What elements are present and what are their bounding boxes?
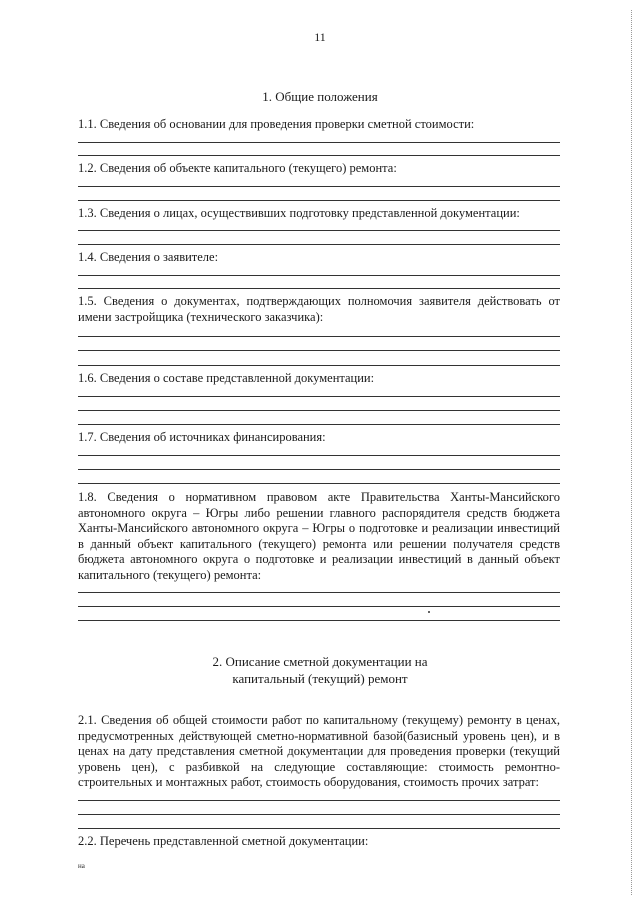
blank-line <box>78 244 560 245</box>
blank-line <box>78 469 560 470</box>
item-1-8: 1.8. Сведения о нормативном правовом акте Правительства Ханты-Мансийского автономного округа – Югры либо решении главного распорядителя средств бюджета Ханты-Мансийского автономного округа – Югры о подготовке и реализации инвестиций в данный объект капитального (текущего) ремонта или решении получателя средств бюджета автономного округа о подготовке и реализации инвестиций в данный объект капитального (текущего) ремонта: <box>78 490 560 582</box>
blank-line <box>78 606 560 607</box>
blank-line <box>78 275 560 276</box>
blank-line <box>78 455 560 456</box>
blank-line <box>78 230 560 231</box>
blank-line <box>78 396 560 397</box>
blank-line <box>78 483 560 484</box>
blank-line <box>78 365 560 366</box>
section-2-title-line-2: капитальный (текущий) ремонт <box>232 671 408 686</box>
blank-line <box>78 200 560 201</box>
item-1-4: 1.4. Сведения о заявителе: <box>78 250 219 264</box>
page-number: 11 <box>314 30 326 44</box>
blank-line <box>78 592 560 593</box>
blank-line <box>78 410 560 411</box>
blank-line <box>78 828 560 829</box>
item-1-2: 1.2. Сведения об объекте капитального (текущего) ремонта: <box>78 161 397 175</box>
blank-line <box>78 155 560 156</box>
item-1-7: 1.7. Сведения об источниках финансирования: <box>78 430 326 444</box>
section-1-title: 1. Общие положения <box>262 89 378 104</box>
blank-line <box>78 336 560 337</box>
blank-line <box>78 186 560 187</box>
blank-line <box>78 288 560 289</box>
item-1-3: 1.3. Сведения о лицах, осуществивших подготовку представленной документации: <box>78 206 520 220</box>
footer-mark: на <box>78 862 85 870</box>
item-1-1: 1.1. Сведения об основании для проведения проверки сметной стоимости: <box>78 117 475 131</box>
stray-mark <box>428 611 430 613</box>
item-1-5: 1.5. Сведения о документах, подтверждающих полномочия заявителя действовать от имени застройщика (технического заказчика): <box>78 294 560 324</box>
blank-line <box>78 424 560 425</box>
blank-line <box>78 142 560 143</box>
item-2-2: 2.2. Перечень представленной сметной документации: <box>78 834 369 848</box>
item-1-6: 1.6. Сведения о составе представленной документации: <box>78 371 375 385</box>
item-2-1: 2.1. Сведения об общей стоимости работ по капитальному (текущему) ремонту в ценах, предусмотренных действующей сметно-нормативной базой(базисный уровень цен), и в ценах на дату представления сметной документации для проведения проверки (текущий уровень цен), с разбивкой на следующие составляющие: стоимость ремонтно-строительных и монтажных работ, стоимость оборудования, стоимость прочих затрат: <box>78 713 560 789</box>
page-edge <box>631 10 632 895</box>
blank-line <box>78 350 560 351</box>
section-2-title-line-1: 2. Описание сметной документации на <box>212 654 428 669</box>
blank-line <box>78 814 560 815</box>
blank-line <box>78 800 560 801</box>
blank-line <box>78 620 560 621</box>
